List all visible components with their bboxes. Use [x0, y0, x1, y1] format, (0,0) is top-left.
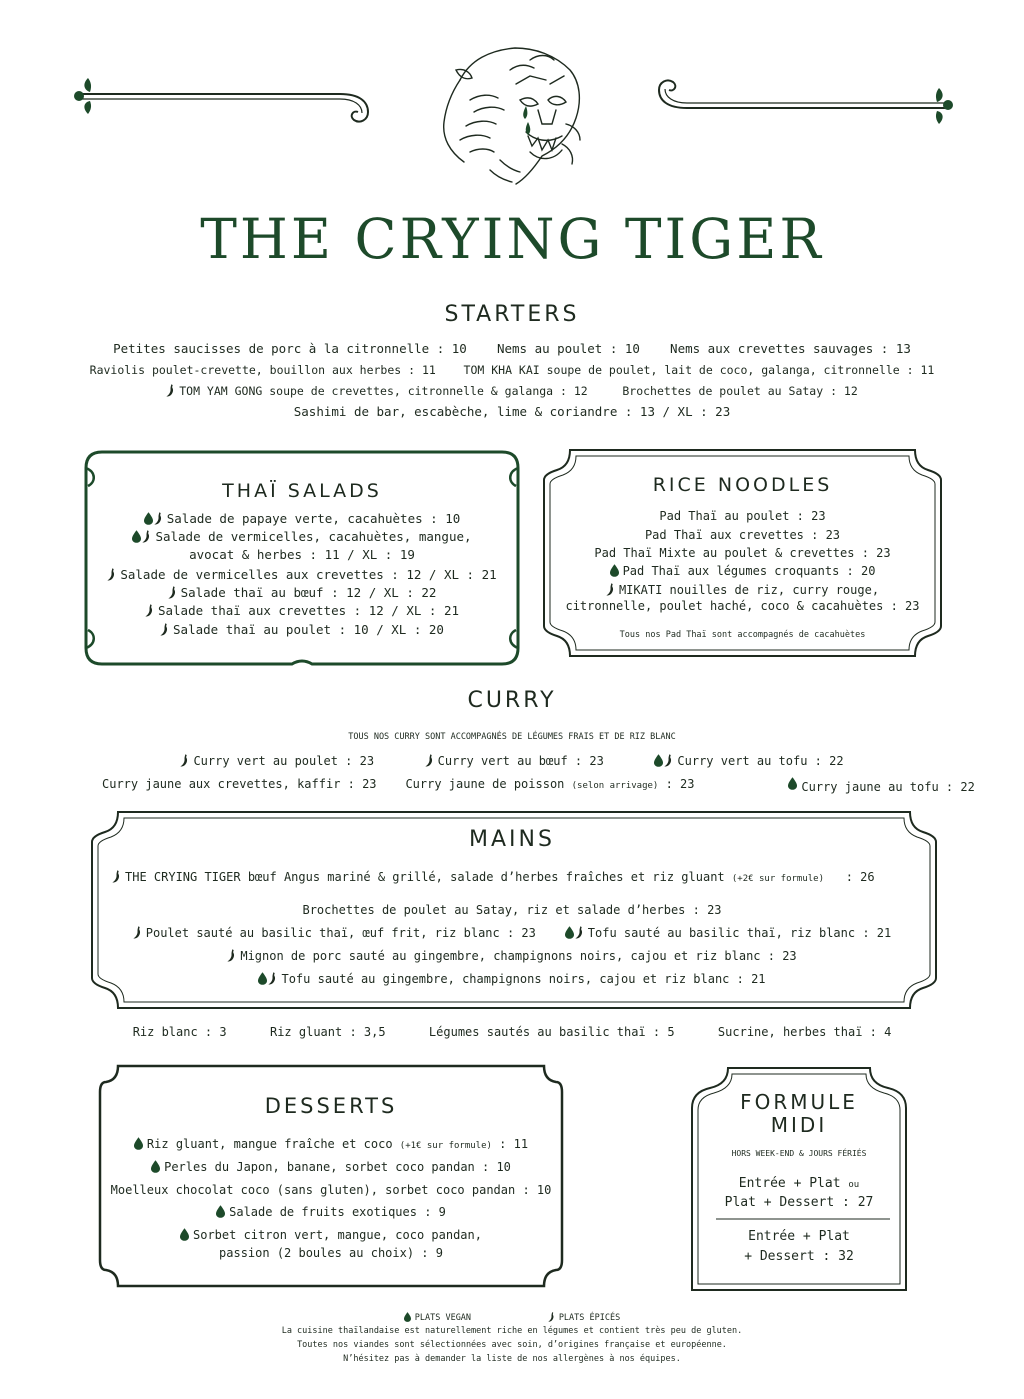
starters-line-4: [0, 404, 1024, 420]
starter-item: Raviolis poulet-crevette, bouillon aux herbes : 11: [89, 363, 436, 377]
chili-pepper-icon: [133, 926, 142, 939]
chili-pepper-icon: [168, 586, 177, 599]
salad-item: Salade thaï au poulet : 10 / XL : 20: [82, 622, 522, 638]
leaf-drop-icon: [258, 972, 267, 985]
starter-item: TOM YAM GONG soupe de crevettes, citronnelle & galanga : 12: [179, 384, 588, 398]
main-item: Poulet sauté au basilic thaï, œuf frit, riz blanc : 23: [145, 926, 536, 940]
side-item: Légumes sautés au basilic thaï : 5: [428, 1025, 675, 1039]
curry-item: Curry vert au tofu : 22: [677, 754, 844, 768]
leaf-drop-icon: [565, 926, 574, 939]
formule-option-1-price: Plat + Dessert : 27: [724, 1195, 874, 1210]
chili-pepper-icon: [142, 530, 151, 543]
curry-item: Curry vert au bœuf : 23: [437, 754, 604, 768]
salad-item: Salade de vermicelles, cacahuètes, mangue,: [82, 529, 522, 545]
curry-subtitle: TOUS NOS CURRY SONT ACCOMPAGNÉS DE LÉGUMES FRAIS ET DE RIZ BLANC: [348, 732, 676, 742]
noodle-item: Pad Thaï au poulet : 23: [659, 509, 826, 523]
leaf-drop-icon: [134, 1137, 143, 1150]
chili-pepper-icon: [166, 384, 175, 397]
chili-pepper-icon: [112, 870, 121, 883]
salads-heading: THAÏ SALADS: [222, 480, 382, 502]
starter-item: Brochettes de poulet au Satay : 12: [622, 384, 858, 398]
chili-pepper-icon: [664, 754, 673, 767]
mains-line-1: [112, 869, 875, 887]
desserts-heading: DESSERTS: [264, 1094, 398, 1118]
chili-pepper-icon: [145, 604, 154, 617]
legend-spicy: PLATS ÉPICÉS: [558, 1313, 621, 1323]
leaf-drop-icon: [151, 1160, 160, 1173]
main-price: : 26: [845, 870, 875, 884]
legend-vegan: PLATS VEGAN: [414, 1313, 472, 1323]
main-item: THE CRYING TIGER bœuf Angus mariné & grillé, salade d’herbes fraîches et riz gluant: [125, 870, 725, 884]
tiger-head-icon: [430, 40, 590, 190]
formule-subtitle: HORS WEEK-END & JOURS FÉRIÉS: [731, 1149, 867, 1158]
starter-item: Nems aux crevettes sauvages : 13: [670, 341, 911, 356]
dessert-item: Salade de fruits exotiques : 9: [96, 1204, 566, 1220]
sides-line: [0, 1024, 1024, 1040]
footer-line-1: La cuisine thaïlandaise est naturellement riche en légumes et contient très peu de gluten.: [281, 1326, 743, 1336]
side-item: Riz gluant : 3,5: [269, 1025, 386, 1039]
noodle-item-cont: citronnelle, poulet haché, coco & cacahuètes : 23: [565, 599, 920, 613]
dessert-item: Moelleux chocolat coco (sans gluten), sorbet coco pandan : 10: [110, 1183, 552, 1197]
noodle-item: Pad Thaï aux légumes croquants : 20: [540, 563, 945, 579]
chili-pepper-icon: [425, 754, 434, 767]
mains-line-4: [0, 948, 1024, 964]
starter-item: Petites saucisses de porc à la citronnelle : 10: [113, 341, 467, 356]
leaf-drop-icon: [144, 512, 153, 525]
salad-item: Salade thaï aux crevettes : 12 / XL : 21: [82, 603, 522, 619]
noodles-note: Tous nos Pad Thaï sont accompagnés de cacahuètes: [619, 630, 866, 640]
formule-heading-2: MIDI: [770, 1113, 828, 1137]
mains-heading: MAINS: [469, 827, 555, 852]
footer-line-3: N’hésitez pas à demander la liste de nos allergènes à nos équipes.: [343, 1354, 681, 1364]
salad-item-cont: avocat & herbes : 11 / XL : 19: [189, 547, 415, 562]
leaf-drop-icon: [216, 1205, 225, 1218]
salad-item: Salade de papaye verte, cacahuètes : 10: [82, 511, 522, 527]
mains-line-5: [0, 971, 1024, 987]
curry-item: Curry jaune de poisson: [405, 777, 565, 791]
leaf-drop-icon: [654, 754, 663, 767]
side-item: Riz blanc : 3: [132, 1025, 227, 1039]
chili-pepper-icon: [180, 754, 189, 767]
dessert-item: Perles du Japon, banane, sorbet coco pandan : 10: [96, 1159, 566, 1175]
starters-line-2: [0, 362, 1024, 378]
main-item: Brochettes de poulet au Satay, riz et salade d’herbes : 23: [302, 903, 722, 917]
side-item: Sucrine, herbes thaï : 4: [717, 1025, 892, 1039]
starters-line-1: [0, 341, 1024, 357]
curry-row-2: [102, 776, 975, 794]
dessert-item: Sorbet citron vert, mangue, coco pandan,: [96, 1227, 566, 1243]
starters-line-3: [0, 383, 1024, 399]
main-note: (+2€ sur formule): [731, 874, 825, 884]
footer-line-2: Toutes nos viandes sont sélectionnées avec soin, d’origines française et européenne.: [297, 1340, 727, 1350]
chili-pepper-icon: [606, 583, 615, 596]
noodle-item: MIKATI nouilles de riz, curry rouge,: [540, 582, 945, 598]
right-flourish-ornament: [652, 74, 957, 128]
formule-option-1: Entrée + Plat ou: [738, 1176, 860, 1191]
starter-item: Sashimi de bar, escabèche, lime & coriandre : 13 / XL : 23: [293, 404, 731, 419]
starters-heading: STARTERS: [444, 302, 580, 327]
curry-price: : 23: [665, 777, 695, 791]
main-item: Tofu sauté au basilic thaï, riz blanc : 21: [587, 926, 892, 940]
starter-item: TOM KHA KAI soupe de poulet, lait de coco, galanga, citronnelle : 11: [463, 363, 935, 377]
curry-item: Curry vert au poulet : 23: [193, 754, 375, 768]
chili-pepper-icon: [160, 623, 169, 636]
formule-heading: FORMULE: [740, 1090, 858, 1114]
curry-heading: CURRY: [467, 688, 557, 713]
chili-pepper-icon: [268, 972, 277, 985]
formule-option-2: Entrée + Plat: [748, 1229, 850, 1244]
curry-item: Curry jaune au tofu : 22: [801, 780, 975, 794]
leaf-drop-icon: [610, 564, 619, 577]
starter-item: Nems au poulet : 10: [496, 341, 640, 356]
salad-item: Salade thaï au bœuf : 12 / XL : 22: [82, 585, 522, 601]
leaf-drop-icon: [404, 1312, 411, 1322]
leaf-drop-icon: [788, 777, 797, 790]
dessert-item: Riz gluant, mangue fraîche et coco (+1€ sur formule) : 11: [96, 1136, 566, 1154]
chili-pepper-icon: [107, 568, 116, 581]
curry-row-1: [0, 753, 1024, 769]
chili-pepper-icon: [227, 949, 236, 962]
noodle-item: Pad Thaï Mixte au poulet & crevettes : 23: [594, 546, 891, 560]
leaf-drop-icon: [132, 530, 141, 543]
noodle-item: Pad Thaï aux crevettes : 23: [644, 528, 841, 542]
curry-item: Curry jaune aux crevettes, kaffir : 23: [102, 777, 377, 791]
dessert-item-cont: passion (2 boules au choix) : 9: [219, 1246, 443, 1260]
chili-pepper-icon: [154, 512, 163, 525]
noodles-heading: RICE NOODLES: [652, 474, 833, 496]
chili-pepper-icon: [548, 1312, 555, 1322]
main-item: Mignon de porc sauté au gingembre, champignons noirs, cajou et riz blanc : 23: [240, 949, 797, 963]
footer-legend: [0, 1310, 1024, 1326]
salad-item: Salade de vermicelles aux crevettes : 12 / XL : 21: [82, 567, 522, 583]
mains-line-3: [0, 925, 1024, 941]
main-item: Tofu sauté au gingembre, champignons noirs, cajou et riz blanc : 21: [281, 972, 766, 986]
chili-pepper-icon: [575, 926, 584, 939]
curry-note: (selon arrivage): [571, 781, 659, 791]
restaurant-title: THE CRYING TIGER: [200, 207, 824, 271]
formule-option-2-price: + Dessert : 32: [744, 1249, 854, 1264]
left-flourish-ornament: [70, 74, 375, 128]
leaf-drop-icon: [180, 1228, 189, 1241]
